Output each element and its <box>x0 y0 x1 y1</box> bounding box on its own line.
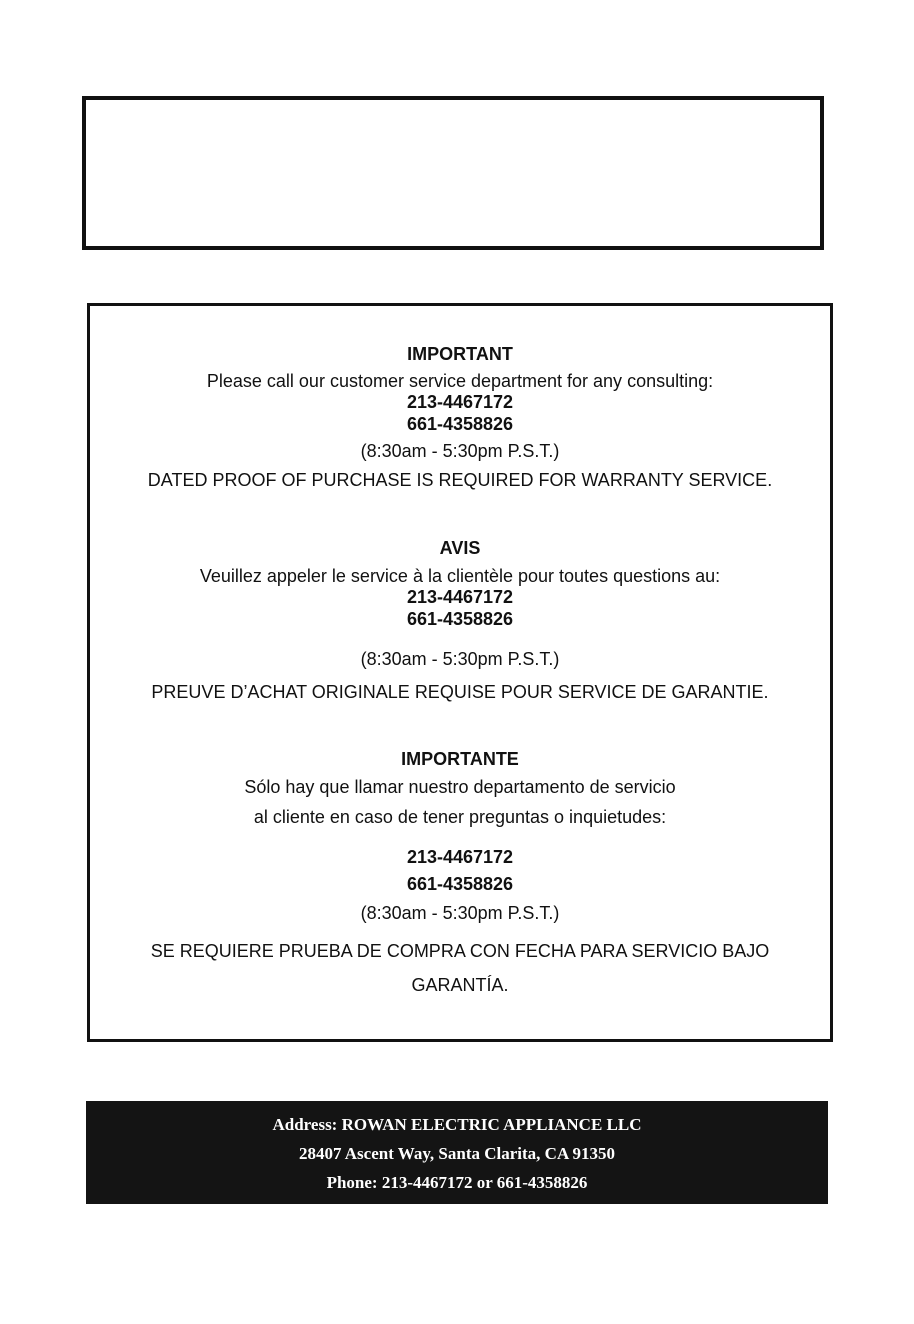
french-phone-2: 661-4358826 <box>406 609 514 629</box>
footer-address: Address: ROWAN ELECTRIC APPLIANCE LLC <box>272 1115 642 1134</box>
company-address-banner <box>86 1101 828 1204</box>
footer-street: 28407 Ascent Way, Santa Clarita, CA 91350 <box>298 1144 616 1163</box>
spanish-intro-line-1: Sólo hay que llamar nuestro departamento de servicio <box>244 777 676 797</box>
french-notice: PREUVE D’ACHAT ORIGINALE REQUISE POUR SERVICE DE GARANTIE. <box>151 682 769 702</box>
spanish-heading: IMPORTANTE <box>401 749 519 769</box>
spanish-phone-1: 213-4467172 <box>406 847 514 867</box>
footer-phone: Phone: 213-4467172 or 661-4358826 <box>326 1173 588 1192</box>
french-heading: AVIS <box>439 538 481 558</box>
spanish-intro-line-2: al cliente en caso de tener preguntas o inquietudes: <box>253 807 667 827</box>
english-notice: DATED PROOF OF PURCHASE IS REQUIRED FOR WARRANTY SERVICE. <box>147 470 773 490</box>
english-intro: Please call our customer service department for any consulting: <box>206 371 714 391</box>
french-phone-1: 213-4467172 <box>406 587 514 607</box>
spanish-phone-2: 661-4358826 <box>406 874 514 894</box>
french-intro: Veuillez appeler le service à la clientèle pour toutes questions au: <box>199 566 721 586</box>
customer-service-notice <box>87 303 833 1042</box>
english-heading: IMPORTANT <box>407 344 513 364</box>
spanish-notice-line-2: GARANTÍA. <box>411 975 509 995</box>
english-phone-1: 213-4467172 <box>406 392 514 412</box>
english-phone-2: 661-4358826 <box>406 414 514 434</box>
english-hours: (8:30am - 5:30pm P.S.T.) <box>360 441 560 461</box>
french-hours: (8:30am - 5:30pm P.S.T.) <box>360 649 560 669</box>
spanish-notice-line-1: SE REQUIERE PRUEBA DE COMPRA CON FECHA PARA SERVICIO BAJO <box>150 941 770 961</box>
spanish-hours: (8:30am - 5:30pm P.S.T.) <box>360 903 560 923</box>
blank-label-box <box>82 96 824 250</box>
